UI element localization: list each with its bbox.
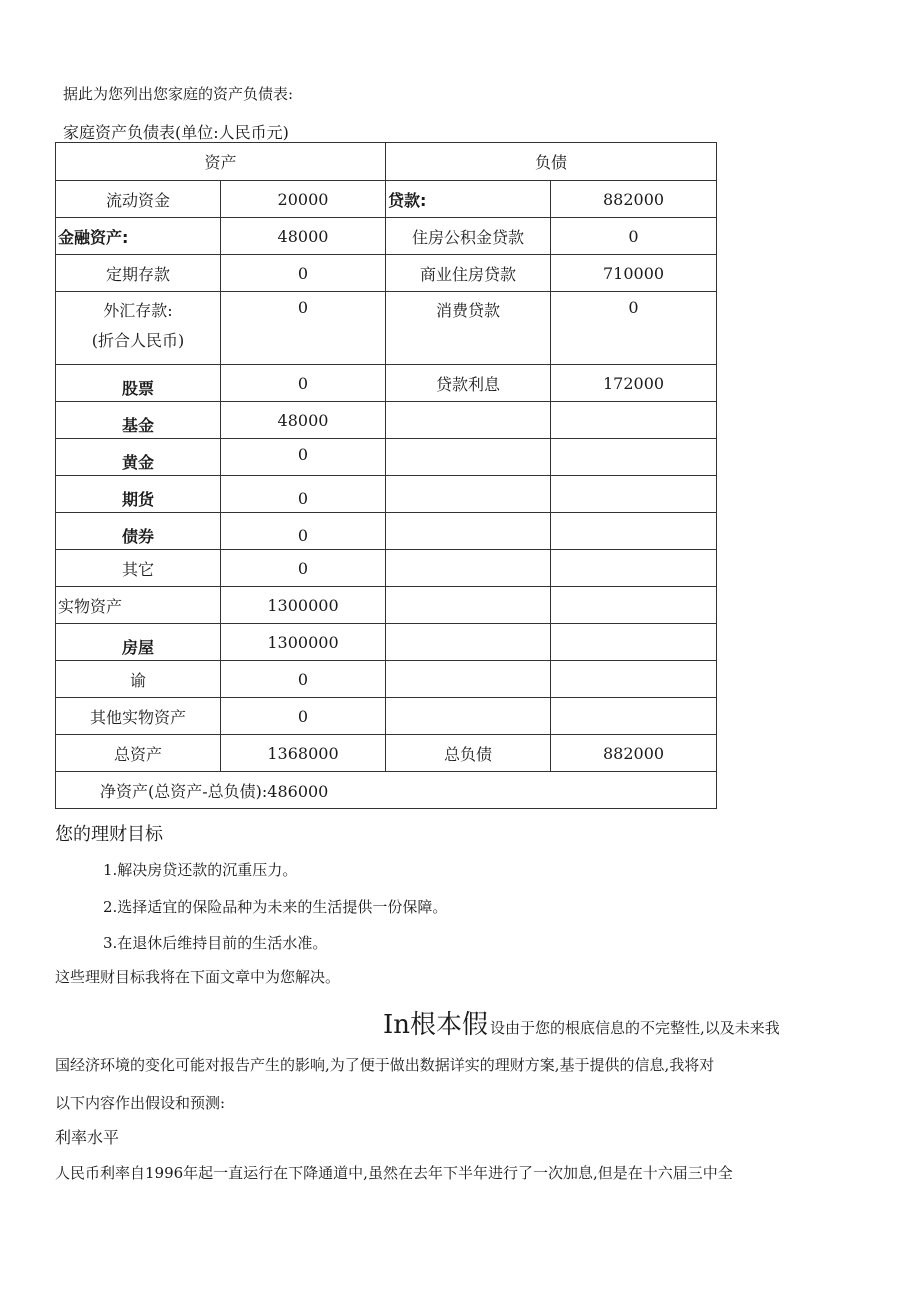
asset-label: 黄金: [56, 439, 221, 476]
liability-value: [551, 587, 717, 624]
table-row: [56, 550, 717, 587]
goal-item: 3.在退休后维持目前的生活水准。: [103, 934, 328, 952]
assets-header: 资产: [56, 143, 386, 181]
liability-value: 0: [551, 218, 717, 255]
asset-label-line2: (折合人民币): [91, 331, 185, 350]
table-row: [56, 439, 717, 476]
asset-value: 48000: [221, 402, 386, 439]
asset-label: [56, 292, 221, 365]
liability-value: 0: [551, 292, 717, 365]
table-row: [56, 587, 717, 624]
asset-value: 0: [221, 550, 386, 587]
intro-text: 据此为您列出您家庭的资产负债表:: [63, 85, 294, 103]
liabilities-header: 负债: [386, 143, 717, 181]
asset-value: 0: [221, 292, 386, 365]
table-row: [56, 513, 717, 550]
table-header-row: [56, 143, 717, 181]
table-row: [56, 661, 717, 698]
asset-label: 实物资产: [56, 587, 221, 624]
liability-label: 总负债: [386, 735, 551, 772]
liability-label: [386, 624, 551, 661]
assumptions-line1: 设由于您的根底信息的不完整性,以及未来我: [490, 1019, 780, 1037]
liability-label: 住房公积金贷款: [386, 218, 551, 255]
asset-value: 0: [221, 255, 386, 292]
asset-value: 0: [221, 439, 386, 476]
asset-label: 债券: [56, 513, 221, 550]
liability-label: [386, 550, 551, 587]
section-title: 利率水平: [55, 1128, 120, 1147]
asset-value: 1300000: [221, 587, 386, 624]
liability-label: [386, 698, 551, 735]
net-assets-row: [56, 772, 717, 809]
table-row: [56, 292, 717, 365]
goal-item: 1.解决房贷还款的沉重压力。: [103, 861, 298, 879]
asset-label: 总资产: [56, 735, 221, 772]
liability-label: [386, 587, 551, 624]
asset-label: 定期存款: [56, 255, 221, 292]
asset-label: 基金: [56, 402, 221, 439]
asset-label: 期货: [56, 476, 221, 513]
liability-value: [551, 402, 717, 439]
asset-value: 48000: [221, 218, 386, 255]
asset-value: 20000: [221, 181, 386, 218]
asset-label: 其他实物资产: [56, 698, 221, 735]
liability-value: [551, 439, 717, 476]
table-row: [56, 624, 717, 661]
liability-label: [386, 402, 551, 439]
liability-value: [551, 624, 717, 661]
assumptions-line3: 以下内容作出假设和预测:: [55, 1094, 226, 1112]
liability-value: [551, 698, 717, 735]
section-text: 人民币利率自1996年起一直运行在下降通道中,虽然在去年下半年进行了一次加息,但是在十六届三中全: [55, 1164, 733, 1182]
table-row: [56, 735, 717, 772]
table-row: [56, 365, 717, 402]
asset-label: 其它: [56, 550, 221, 587]
asset-value: 0: [221, 698, 386, 735]
liability-value: [551, 550, 717, 587]
liability-label: [386, 513, 551, 550]
asset-value: 0: [221, 513, 386, 550]
liability-value: 882000: [551, 181, 717, 218]
asset-label: 股票: [56, 365, 221, 402]
liability-value: 172000: [551, 365, 717, 402]
liability-value: [551, 513, 717, 550]
asset-label-bold: 金融资产:: [58, 227, 129, 247]
goals-title: 您的理财目标: [55, 824, 163, 845]
assumptions-heading: In根本假: [383, 1010, 489, 1040]
liability-value: [551, 661, 717, 698]
asset-value: 1368000: [221, 735, 386, 772]
table-row: [56, 255, 717, 292]
liability-label: 消费贷款: [386, 292, 551, 365]
asset-label: 房屋: [56, 624, 221, 661]
asset-label: 谕: [56, 661, 221, 698]
table-row: [56, 218, 717, 255]
table-row: [56, 476, 717, 513]
asset-label-line1: 外汇存款:: [103, 301, 173, 320]
balance-sheet-table: [55, 142, 717, 809]
liability-label: 商业住房贷款: [386, 255, 551, 292]
liability-value: 710000: [551, 255, 717, 292]
liability-label: [386, 661, 551, 698]
liability-label: 贷款利息: [386, 365, 551, 402]
asset-value: 0: [221, 476, 386, 513]
asset-label: 流动资金: [56, 181, 221, 218]
table-row: [56, 402, 717, 439]
liability-label: [386, 439, 551, 476]
table-row: [56, 698, 717, 735]
liability-value: 882000: [551, 735, 717, 772]
liability-label: 贷款:: [386, 181, 551, 218]
table-caption: 家庭资产负债表(单位:人民币元): [63, 123, 289, 142]
asset-label: [56, 218, 221, 255]
goals-note: 这些理财目标我将在下面文章中为您解决。: [55, 968, 341, 986]
asset-value: 0: [221, 661, 386, 698]
liability-value: [551, 476, 717, 513]
asset-value: 0: [221, 365, 386, 402]
liability-label: [386, 476, 551, 513]
table-row: [56, 181, 717, 218]
net-assets: 净资产(总资产-总负债):486000: [56, 772, 717, 809]
goal-item: 2.选择适宜的保险品种为未来的生活提供一份保障。: [103, 898, 448, 916]
assumptions-line2: 国经济环境的变化可能对报告产生的影响,为了便于做出数据详实的理财方案,基于提供的信息,我将对: [55, 1056, 715, 1074]
asset-value: 1300000: [221, 624, 386, 661]
